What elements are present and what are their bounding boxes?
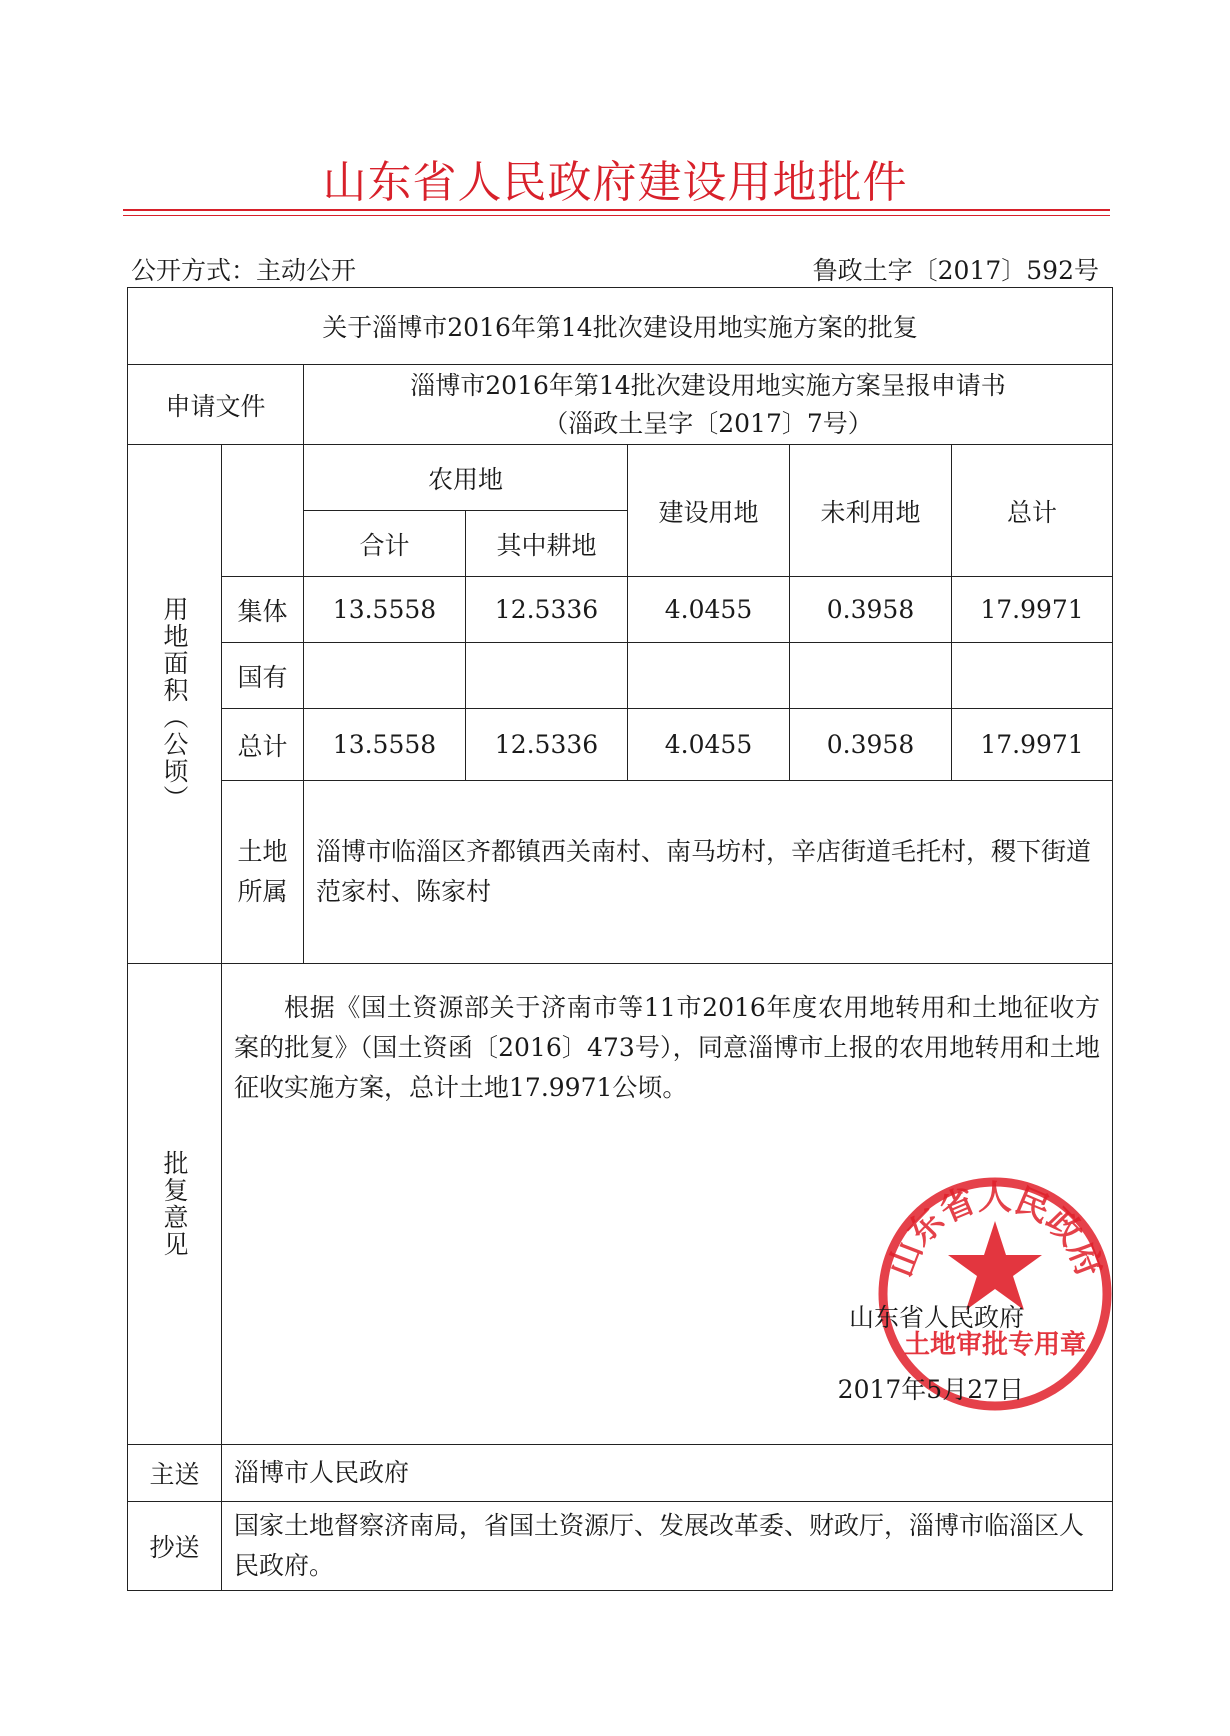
cell-construction <box>628 643 790 709</box>
land-area-label <box>128 445 222 964</box>
table-row <box>128 709 1113 781</box>
cell-construction: 4.0455 <box>628 577 790 643</box>
cell-unused: 0.3958 <box>790 709 952 781</box>
col-agri-total: 合计 <box>304 511 466 577</box>
application-label: 申请文件 <box>128 365 304 445</box>
ownership-label <box>222 781 304 964</box>
seal-top-text: 山东省人民政府 <box>880 1178 1110 1283</box>
cell-agri-total: 13.5558 <box>304 577 466 643</box>
approval-opinion-label <box>128 964 222 1445</box>
application-files <box>304 365 1113 445</box>
disclosure-method: 公开方式：主动公开 <box>131 256 357 285</box>
cell-construction: 4.0455 <box>628 709 790 781</box>
signatory: 山东省人民政府 <box>849 1303 1025 1332</box>
main-recipient: 淄博市人民政府 <box>222 1445 1113 1502</box>
main-recipient-label: 主送 <box>128 1445 222 1502</box>
row-label-sum: 总计 <box>222 709 304 781</box>
cell-unused: 0.3958 <box>790 577 952 643</box>
signature-block <box>838 1282 1024 1426</box>
row-label-state: 国有 <box>222 643 304 709</box>
col-agri: 农用地 <box>304 445 628 511</box>
seal-bottom-text: 土地审批专用章 <box>903 1330 1087 1360</box>
cell-arable <box>466 643 628 709</box>
cell-total: 17.9971 <box>952 577 1113 643</box>
row-label-collective: 集体 <box>222 577 304 643</box>
cell-total: 17.9971 <box>952 709 1113 781</box>
approval-opinion-text: 根据《国土资源部关于济南市等11市2016年度农用地转用和土地征收方案的批复》（国土资函〔2016〕473号），同意淄博市上报的农用地转用和土地征收实施方案，总计土地17.9971公顷。 <box>234 993 1101 1102</box>
cell-agri-total: 13.5558 <box>304 709 466 781</box>
col-total: 总计 <box>952 445 1113 577</box>
land-area-label-text: 用地面积（公顷） <box>160 596 189 812</box>
cc-label: 抄送 <box>128 1502 222 1591</box>
col-unused: 未利用地 <box>790 445 952 577</box>
table-row <box>128 577 1113 643</box>
approval-opinion-cell <box>222 964 1113 1445</box>
approval-table <box>127 287 1113 1591</box>
cell-agri-total <box>304 643 466 709</box>
subject-cell: 关于淄博市2016年第14批次建设用地实施方案的批复 <box>128 288 1113 365</box>
cell-unused <box>790 643 952 709</box>
blank-corner <box>222 445 304 577</box>
application-title: 淄博市2016年第14批次建设用地实施方案呈报申请书 <box>410 370 1006 400</box>
document-number: 鲁政土字〔2017〕592号 <box>812 256 1099 285</box>
table-row <box>128 643 1113 709</box>
approval-opinion-label-text: 批复意见 <box>160 1150 189 1258</box>
col-construction: 建设用地 <box>628 445 790 577</box>
cell-arable: 12.5336 <box>466 709 628 781</box>
document-title: 山东省人民政府建设用地批件 <box>322 157 908 208</box>
issue-date: 2017年5月27日 <box>837 1375 1025 1404</box>
ownership-label-line1: 土地 <box>237 837 288 866</box>
title-rule-thin <box>123 215 1110 216</box>
title-rule-thick <box>123 209 1110 211</box>
cell-arable: 12.5336 <box>466 577 628 643</box>
cell-total <box>952 643 1113 709</box>
ownership-label-line2: 所属 <box>237 877 288 906</box>
approval-opinion-body <box>222 964 1112 1444</box>
land-ownership: 淄博市临淄区齐都镇西关南村、南马坊村，辛店街道毛托村，稷下街道范家村、陈家村 <box>304 781 1113 964</box>
col-agri-arable: 其中耕地 <box>466 511 628 577</box>
application-number: （淄政土呈字〔2017〕7号） <box>543 408 873 438</box>
cc-recipients: 国家土地督察济南局，省国土资源厅、发展改革委、财政厅，淄博市临淄区人民政府。 <box>222 1502 1113 1591</box>
